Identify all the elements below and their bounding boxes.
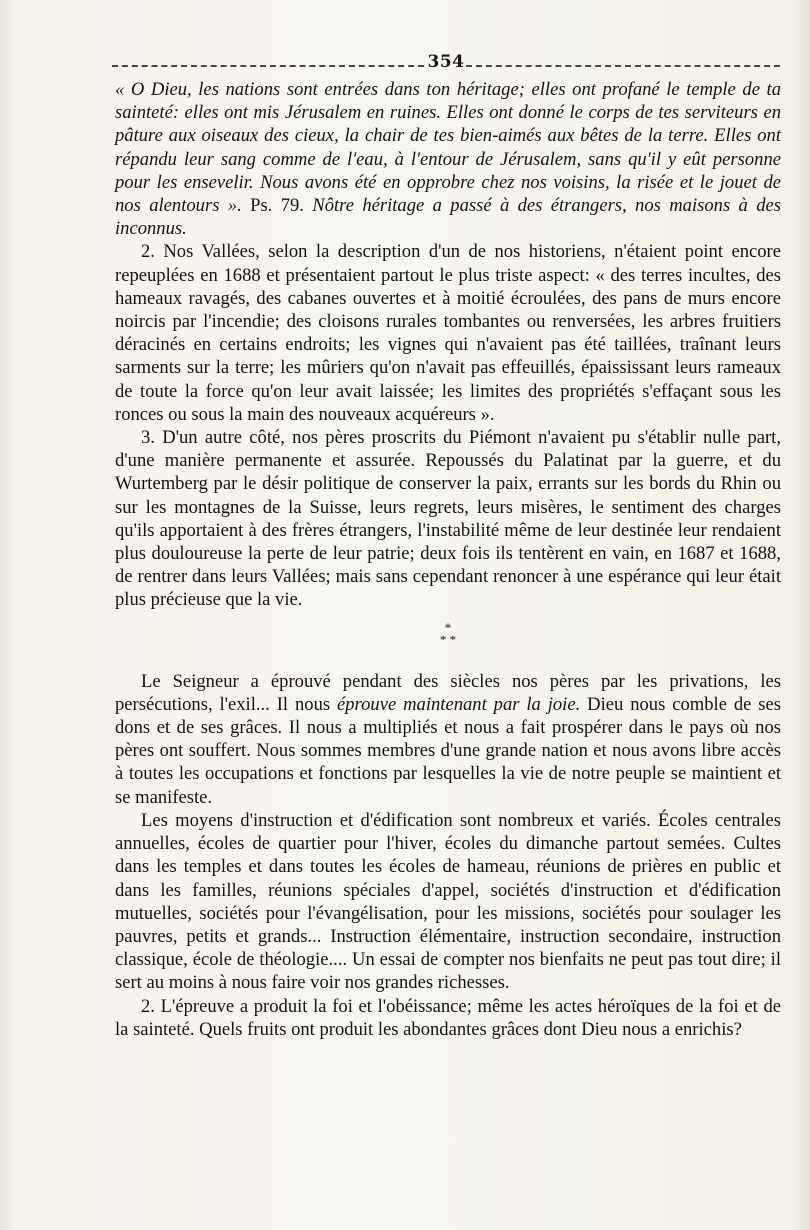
paragraph-valleys: 2. Nos Vallées, selon la description d'un de nos historiens, n'étaient point encore repeuplées en 1688 et présentaient partout le plus triste aspect: « des terres incultes, des hameaux ravagés, des cabanes ouvertes et à moitié écroulées, des pans de murs encore noircis par l'incendie; des cloisons rurales tombantes ou renversées, les arbres fruitiers déracinés en certains endroits; les vignes qui n'avaient pas été taillées, traînant leurs sarments sur la terre; les mûriers qu'on n'avait pas effeuillés, épaississant leurs rameaux de toute la force qu'on leur avait laissée; les limites des propriétés s'effaçant sous les ronces ou sous la main des nouveaux acquéreurs ». xyxy=(115,241,781,425)
psalm-quote xyxy=(115,78,781,240)
page-number: 354 xyxy=(427,52,465,72)
separator-stars-bottom: * * xyxy=(439,631,457,647)
psalm-quote-text: « O Dieu, les nations sont entrées dans ton héritage; elles ont profané le temple de ta sainteté: elles ont mis Jérusalem en ruines. Elles ont donné le corps de tes serviteurs en pâture aux oiseaux des cieux, la chair de tes bien-aimés aux bêtes de la terre. Elles ont répandu leur sang comme de l'eau, à l'entour de Jérusalem, sans qu'il y eût personne pour les ensevelir. Nous avons été en opprobre chez nos voisins, la risée et le jouet de nos alentours ». xyxy=(115,79,781,217)
section-separator xyxy=(115,612,781,660)
paragraph-exile: 3. D'un autre côté, nos pères proscrits du Piémont n'avaient pu s'établir nulle part, d'une manière permanente et assurée. Repoussés du Palatinat par la guerre, et du Wurtemberg par le désir politique de conserver la paix, errants sur les bords du Rhin ou sur les montagnes de la Suisse, leurs regrets, leurs misères, le sentiment des charges qu'ils apportaient à des frères étrangers, l'instabilité même de leur destinée leur rendaient plus douloureuse la perte de leur patrie; deux fois ils tentèrent en vain, en 1687 et 1688, de rentrer dans leurs Vallées; mais sans cependant renoncer à une espérance qui leur était plus précieuse que la vie. xyxy=(115,427,781,611)
paragraph-epreuve: 2. L'épreuve a produit la foi et l'obéissance; même les actes héroïques de la foi et de la sainteté. Quels fruits ont produit les abondantes grâces dont Dieu nous a enrichis? xyxy=(115,995,781,1040)
header-rule-left xyxy=(112,65,424,67)
page-header xyxy=(112,52,780,72)
paragraph-seigneur-emphasis: éprouve maintenant par la joie. xyxy=(337,693,581,715)
separator-star-top: * xyxy=(444,619,452,635)
header-rule-right xyxy=(466,65,780,67)
paragraph-moyens: Les moyens d'instruction et d'édification sont nombreux et variés. Écoles centrales annuelles, écoles de quartier pour l'hiver, écoles du dimanche partout semées. Cultes dans les temples et dans toutes les écoles de hameau, réunions de prières en public et dans les familles, réunions spéciales d'appel, sociétés d'instruction et d'édification mutuelles, sociétés pour l'évangélisation, pour les missions, sociétés pour soulager les pauvres, petits et grands... Instruction élémentaire, instruction secondaire, instruction classique, école de théologie.... Un essai de compter nos bienfaits ne peut pas tout dire; il sert au moins à nous faire voir nos grandes richesses. xyxy=(115,809,781,994)
paragraph-seigneur-end: Dieu nous comble de ses dons et de ses grâces. Il nous a multipliés et nous a fait prospérer dans le pays où nos pères ont souffert. Nous sommes membres d'une grande nation et nous avons libre accès à toutes les occupations et fonctions par lesquelles la vie de notre peuple se maintient et se manifeste. xyxy=(115,693,782,808)
psalm-quote-tail: Nôtre héritage a passé à des étrangers, nos maisons à des inconnus. xyxy=(115,195,781,240)
psalm-reference: Ps. 79. xyxy=(241,195,313,217)
paragraph-seigneur-start: Le Seigneur a éprouvé pendant des siècles nos pères par les privations, les persécutions, l'exil... Il nous xyxy=(115,670,781,715)
paragraph-seigneur xyxy=(115,670,781,809)
page-body xyxy=(115,78,781,1041)
